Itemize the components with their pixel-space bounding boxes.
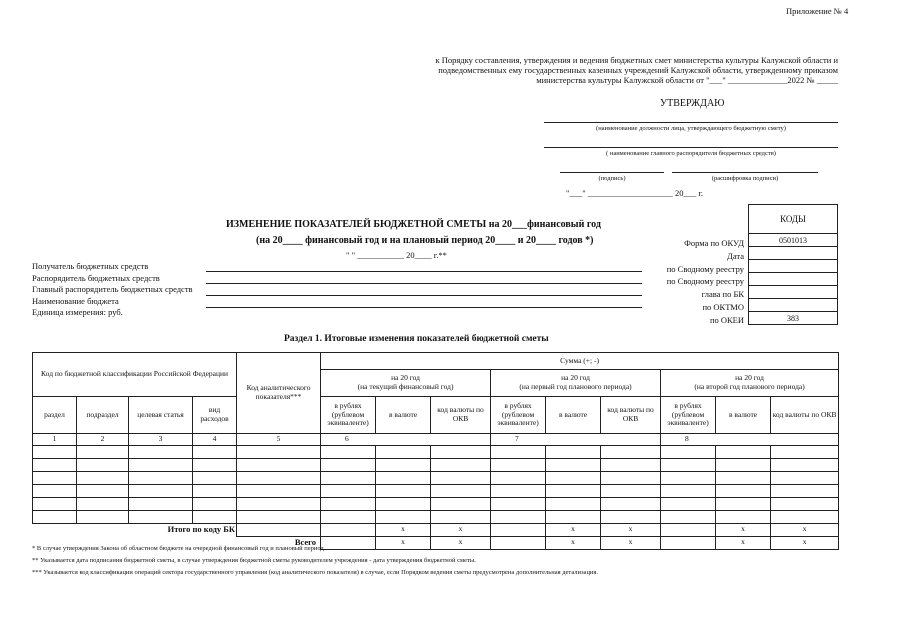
codes-table (748, 204, 838, 325)
period-current: на 20 год (на текущий финансовый год) (321, 370, 491, 397)
doc-date: " " ___________ 20____ г.** (346, 250, 447, 260)
col-okv: код валюты по ОКВ (431, 397, 491, 434)
codes-label: по Сводному реестру (666, 263, 744, 274)
order-reference (435, 55, 838, 85)
decoding-caption: (расшифровка подписи) (711, 175, 779, 182)
codes-value-okei: 383 (749, 312, 838, 325)
col-rub: в рублях (рублевом эквиваленте) (661, 397, 716, 434)
col-number: 4 (193, 434, 237, 446)
field-main-manager: Главный распорядитель бюджетных средств (32, 284, 193, 295)
field-labels (32, 261, 193, 319)
col-section: раздел (33, 397, 77, 434)
x-mark: x (546, 536, 601, 549)
x-mark: x (771, 536, 839, 549)
col-number: 5 (237, 434, 321, 446)
period-first: на 20 год (на первый год планового периода) (491, 370, 661, 397)
field-manager: Распорядитель бюджетных средств (32, 272, 160, 283)
analytic-header: Код аналитического показателя*** (237, 353, 321, 434)
codes-label: Дата (727, 250, 744, 261)
signature-caption: (подпись) (598, 175, 626, 182)
col-currency: в валюте (546, 397, 601, 434)
footnote-3: *** Указывается код классификации операций сектора государственного управления (код аналитического показателя) в случае, если Порядком ведения сметы предусмотрена дополнительная детализация. (32, 569, 599, 576)
col-expense-type: вид расходов (193, 397, 237, 434)
footnote-1: * В случае утверждения Закона об областном бюджете на очередной финансовый год и плановый период. (32, 545, 326, 552)
sum-header: Сумма (+; -) (321, 353, 839, 370)
budget-table (32, 352, 839, 550)
x-mark: x (601, 536, 661, 549)
codes-header: КОДЫ (749, 205, 838, 234)
col-target: целевая статья (129, 397, 193, 434)
table-row (33, 484, 839, 497)
table-row (33, 471, 839, 484)
table-row (33, 497, 839, 510)
table-row (33, 458, 839, 471)
gra-caption: ( наименование главного распорядителя бюджетных средств) (606, 150, 776, 157)
col-okv: код валюты по ОКВ (771, 397, 839, 434)
doc-title: ИЗМЕНЕНИЕ ПОКАЗАТЕЛЕЙ БЮДЖЕТНОЙ СМЕТЫ на 20___финансовый год (226, 219, 601, 230)
col-number: 2 (77, 434, 129, 446)
section-title: Раздел 1. Итоговые изменения показателей бюджетной сметы (284, 334, 549, 344)
codes-value-registry (749, 260, 838, 273)
codes-label: глава по БК (701, 289, 744, 300)
col-okv: код валюты по ОКВ (601, 397, 661, 434)
col-rub: в рублях (рублевом эквиваленте) (491, 397, 546, 434)
x-mark: x (431, 536, 491, 549)
x-mark: x (546, 523, 601, 536)
codes-label: по ОКТМО (702, 301, 744, 312)
x-mark: x (771, 523, 839, 536)
position-caption: (наименование должности лица, утверждающего бюджетную смету) (596, 125, 786, 132)
codes-value-okud: 0501013 (749, 234, 838, 247)
x-mark: x (376, 523, 431, 536)
annex-number: Приложение № 4 (786, 6, 849, 16)
approve-date: "___" ____________________ 20___ г. (566, 188, 703, 198)
bk-header: Код по бюджетной классификации Российской Федерации (33, 353, 237, 397)
col-number: 3 (129, 434, 193, 446)
col-currency: в валюте (716, 397, 771, 434)
col-number: 7 (491, 434, 661, 446)
codes-value-registry-2 (749, 273, 838, 286)
codes-value-oktmo (749, 299, 838, 312)
codes-label: по Сводному реестру (666, 276, 744, 287)
col-currency: в валюте (376, 397, 431, 434)
col-number: 1 (33, 434, 77, 446)
codes-value-bk (749, 286, 838, 299)
total-label: Всего (294, 536, 317, 547)
codes-value-date (749, 247, 838, 260)
total-bk-label: Итого по коду БК (167, 523, 236, 534)
x-mark: x (431, 523, 491, 536)
field-recipient: Получатель бюджетных средств (32, 261, 149, 271)
x-mark: x (716, 536, 771, 549)
total-bk-row (33, 523, 839, 536)
table-row (33, 445, 839, 458)
period-second: на 20 год (на второй год планового периода) (661, 370, 839, 397)
col-number: 6 (321, 434, 491, 446)
footnote-2: ** Указывается дата подписания бюджетной сметы, в случае утверждения бюджетной сметы руководителем учреждения - дата утверждения бюджетной сметы. (32, 557, 476, 564)
order-line-3: министерства культуры Калужской области от "___" ______________2022 № _____ (536, 75, 838, 85)
field-budget: Наименование бюджета (32, 295, 119, 306)
codes-label: Форма по ОКУД (684, 238, 744, 248)
codes-labels (667, 237, 744, 327)
col-number: 8 (661, 434, 839, 446)
doc-title-period: (на 20____ финансовый год и на плановый период 20____ и 20____ годов *) (256, 235, 594, 246)
footnotes (32, 543, 598, 579)
col-subsection: подраздел (77, 397, 129, 434)
approve-title: УТВЕРЖДАЮ (660, 98, 725, 109)
field-unit: Единица измерения: руб. (32, 307, 123, 318)
col-rub: в рублях (рублевом эквиваленте) (321, 397, 376, 434)
x-mark: x (376, 536, 431, 549)
order-line-2: подведомственных ему государственных казенных учреждений Калужской области, утвержденному приказом (438, 65, 838, 75)
x-mark: x (716, 523, 771, 536)
x-mark: x (601, 523, 661, 536)
codes-label: по ОКЕИ (709, 314, 744, 325)
order-line-1: к Порядку составления, утверждения и ведения бюджетных смет министерства культуры Калужской области и (435, 55, 838, 65)
table-row (33, 510, 839, 523)
